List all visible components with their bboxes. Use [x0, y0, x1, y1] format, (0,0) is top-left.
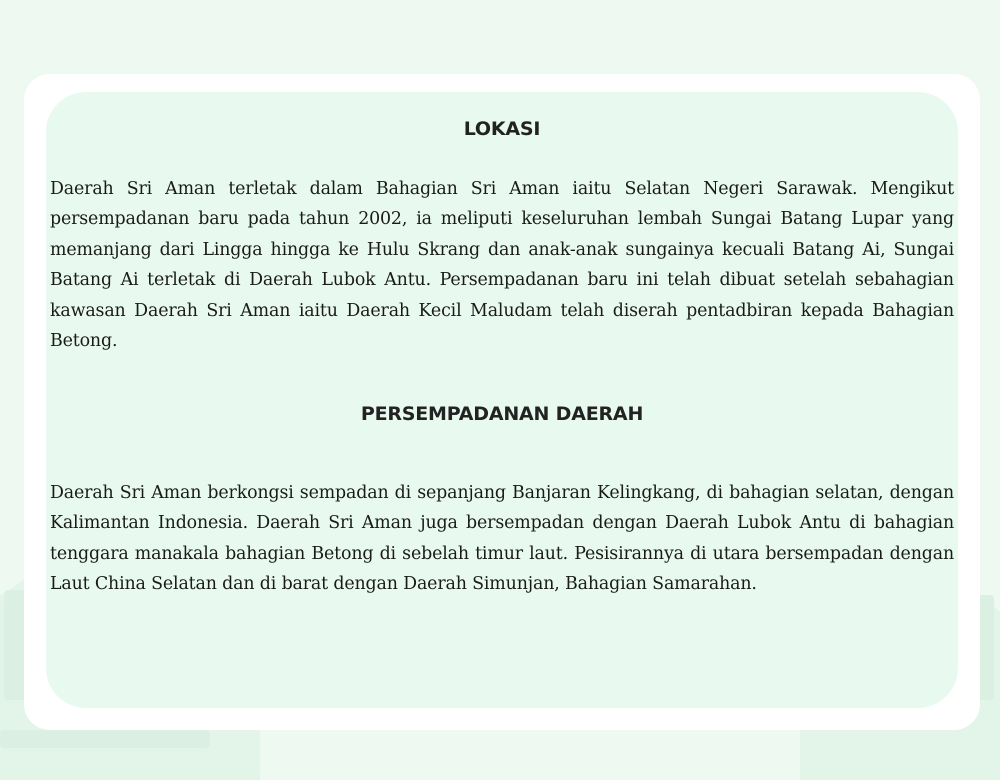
section-body-lokasi: Daerah Sri Aman terletak dalam Bahagian Sri Aman iaitu Selatan Negeri Sarawak. Mengikut persempadanan baru pada tahun 2002, ia meliputi keseluruhan lembah Sungai Batang Lupar yang memanjang dari Lingga hingga ke Hulu Skrang dan anak-anak sungainya kecuali Batang Ai, Sungai Batang Ai terletak di Daerah Lubok Antu. Persempadanan baru ini telah dibuat setelah sebahagian kawasan Daerah Sri Aman iaitu Daerah Kecil Maludam telah diserah pentadbiran kepada Bahagian Betong.: [50, 179, 954, 352]
background-base: [0, 730, 210, 748]
section-body-persempadanan-daerah: Daerah Sri Aman berkongsi sempadan di sepanjang Banjaran Kelingkang, di bahagian selatan, dengan Kalimantan Indonesia. Daerah Sri Aman juga bersempadan dengan Daerah Lubok Antu di bahagian tenggara manakala bahagian Betong di sebelah timur laut. Pesisirannya di utara bersempadan dengan Laut China Selatan dan di barat dengan Daerah Simunjan, Bahagian Samarahan.: [50, 483, 954, 595]
section-heading-persempadanan-daerah: PERSEMPADANAN DAERAH: [360, 403, 644, 425]
section-heading-lokasi: LOKASI: [463, 118, 541, 140]
